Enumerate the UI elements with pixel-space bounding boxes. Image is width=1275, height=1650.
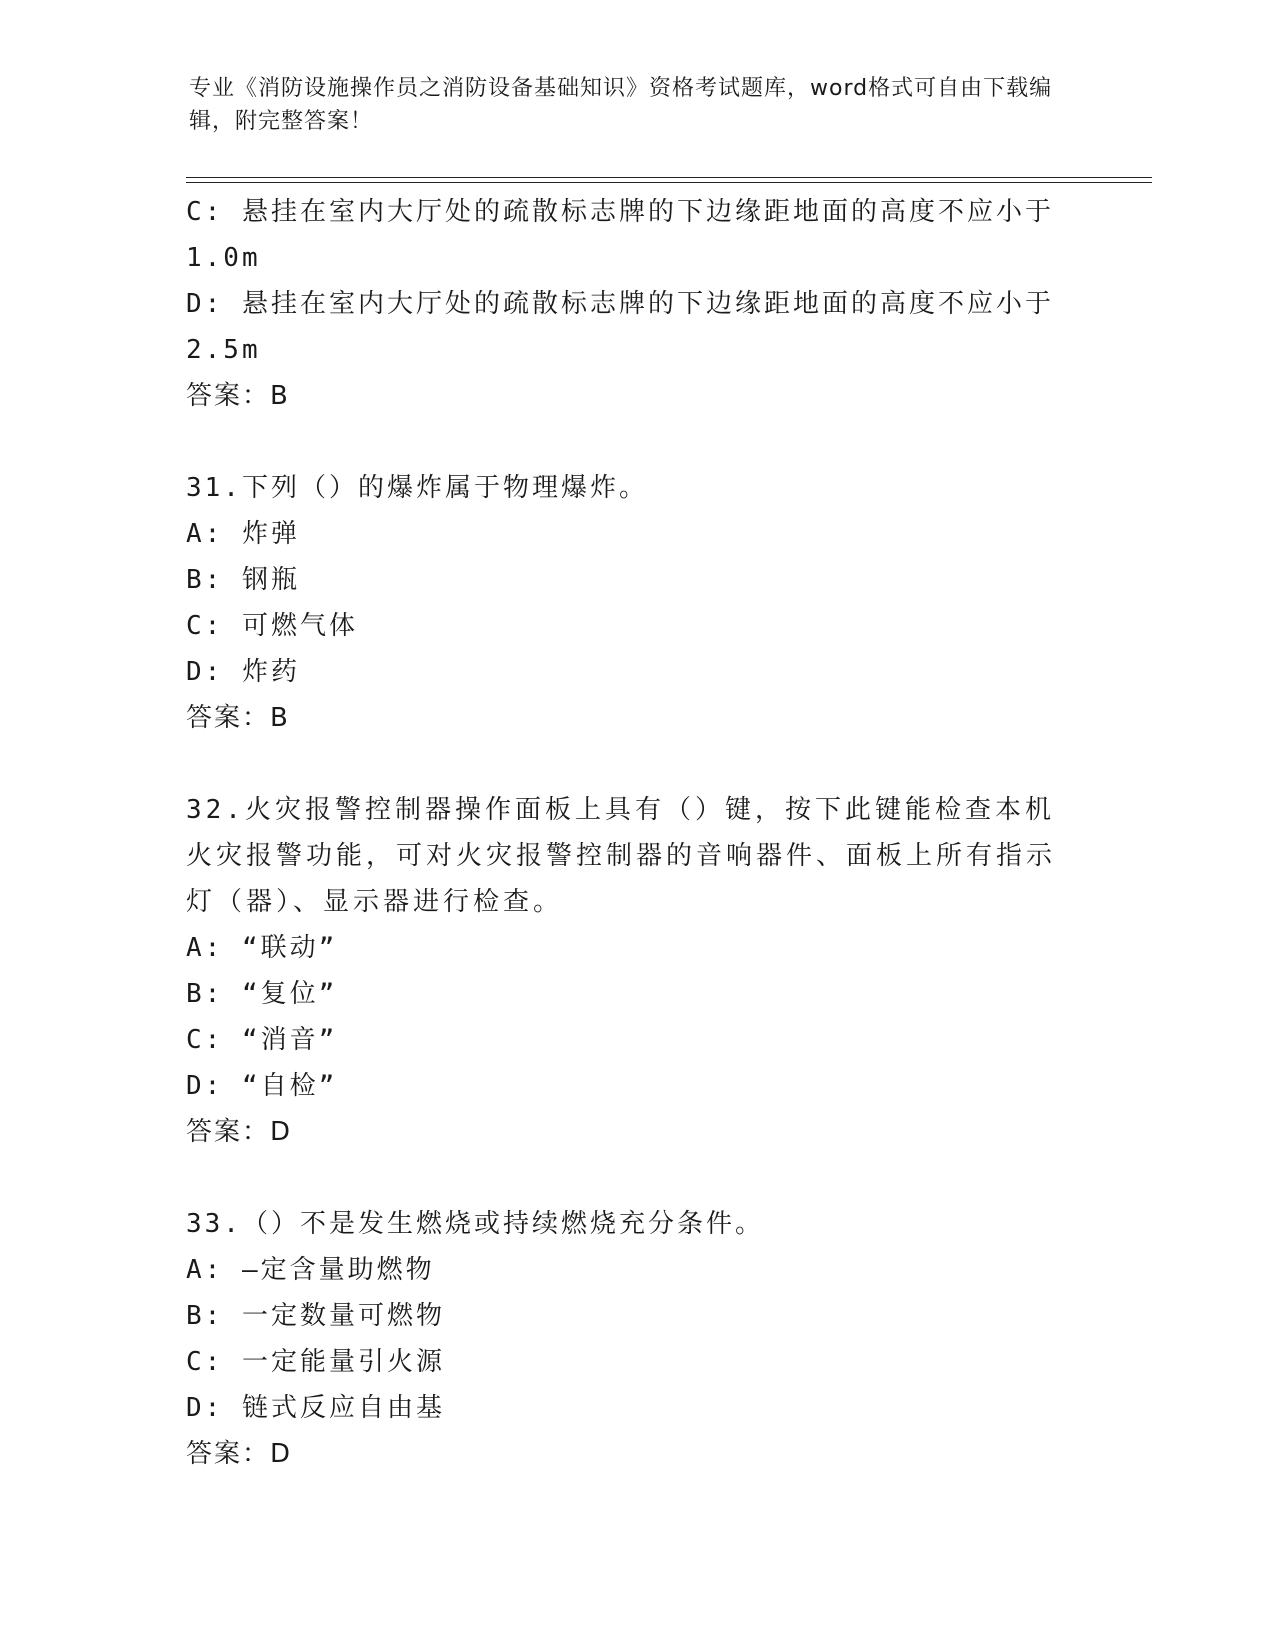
question-list [186, 189, 1086, 1477]
question-31 [186, 465, 1086, 741]
header-divider-bottom [186, 182, 1152, 183]
answer: 答案：B [186, 703, 290, 733]
question-text: 31.下列（）的爆炸属于物理爆炸。 [186, 473, 648, 503]
option-d: D: 链式反应自由基 [186, 1393, 445, 1423]
header-divider-top [186, 177, 1152, 178]
option-d-continued: 2.5m [186, 335, 261, 365]
spacer [186, 1155, 1086, 1201]
option-b: B: 一定数量可燃物 [186, 1301, 445, 1331]
question-text: 32.火灾报警控制器操作面板上具有（）键，按下此键能检查本机火灾报警功能，可对火灾报警控制器的音响器件、面板上所有指示灯（器）、显示器进行检查。 [186, 795, 1057, 917]
option-d: D: “自检” [186, 1071, 338, 1101]
question-30-continued [186, 189, 1086, 419]
option-c: C: 可燃气体 [186, 611, 358, 641]
question-32 [186, 787, 1086, 1155]
spacer [186, 419, 1086, 465]
answer: 答案：D [186, 1439, 293, 1469]
option-a: A: 炸弹 [186, 519, 300, 549]
option-c: C: 一定能量引火源 [186, 1347, 445, 1377]
question-33 [186, 1201, 1086, 1477]
spacer [186, 741, 1086, 787]
option-d: D: 悬挂在室内大厅处的疏散标志牌的下边缘距地面的高度不应小于 [186, 289, 1054, 319]
question-text: 33.（）不是发生燃烧或持续燃烧充分条件。 [186, 1209, 764, 1239]
document-header: 专业《消防设施操作员之消防设备基础知识》资格考试题库，word格式可自由下载编辑，附完整答案！ [189, 76, 1053, 134]
option-c: C: 悬挂在室内大厅处的疏散标志牌的下边缘距地面的高度不应小于 [186, 197, 1054, 227]
option-a: A: “联动” [186, 933, 338, 963]
option-d: D: 炸药 [186, 657, 300, 687]
option-c: C: “消音” [186, 1025, 338, 1055]
answer: 答案：B [186, 381, 290, 411]
answer: 答案：D [186, 1117, 293, 1147]
option-b: B: “复位” [186, 979, 338, 1009]
option-c-continued: 1.0m [186, 243, 261, 273]
option-a: A: —定含量助燃物 [186, 1255, 435, 1285]
option-b: B: 钢瓶 [186, 565, 300, 595]
